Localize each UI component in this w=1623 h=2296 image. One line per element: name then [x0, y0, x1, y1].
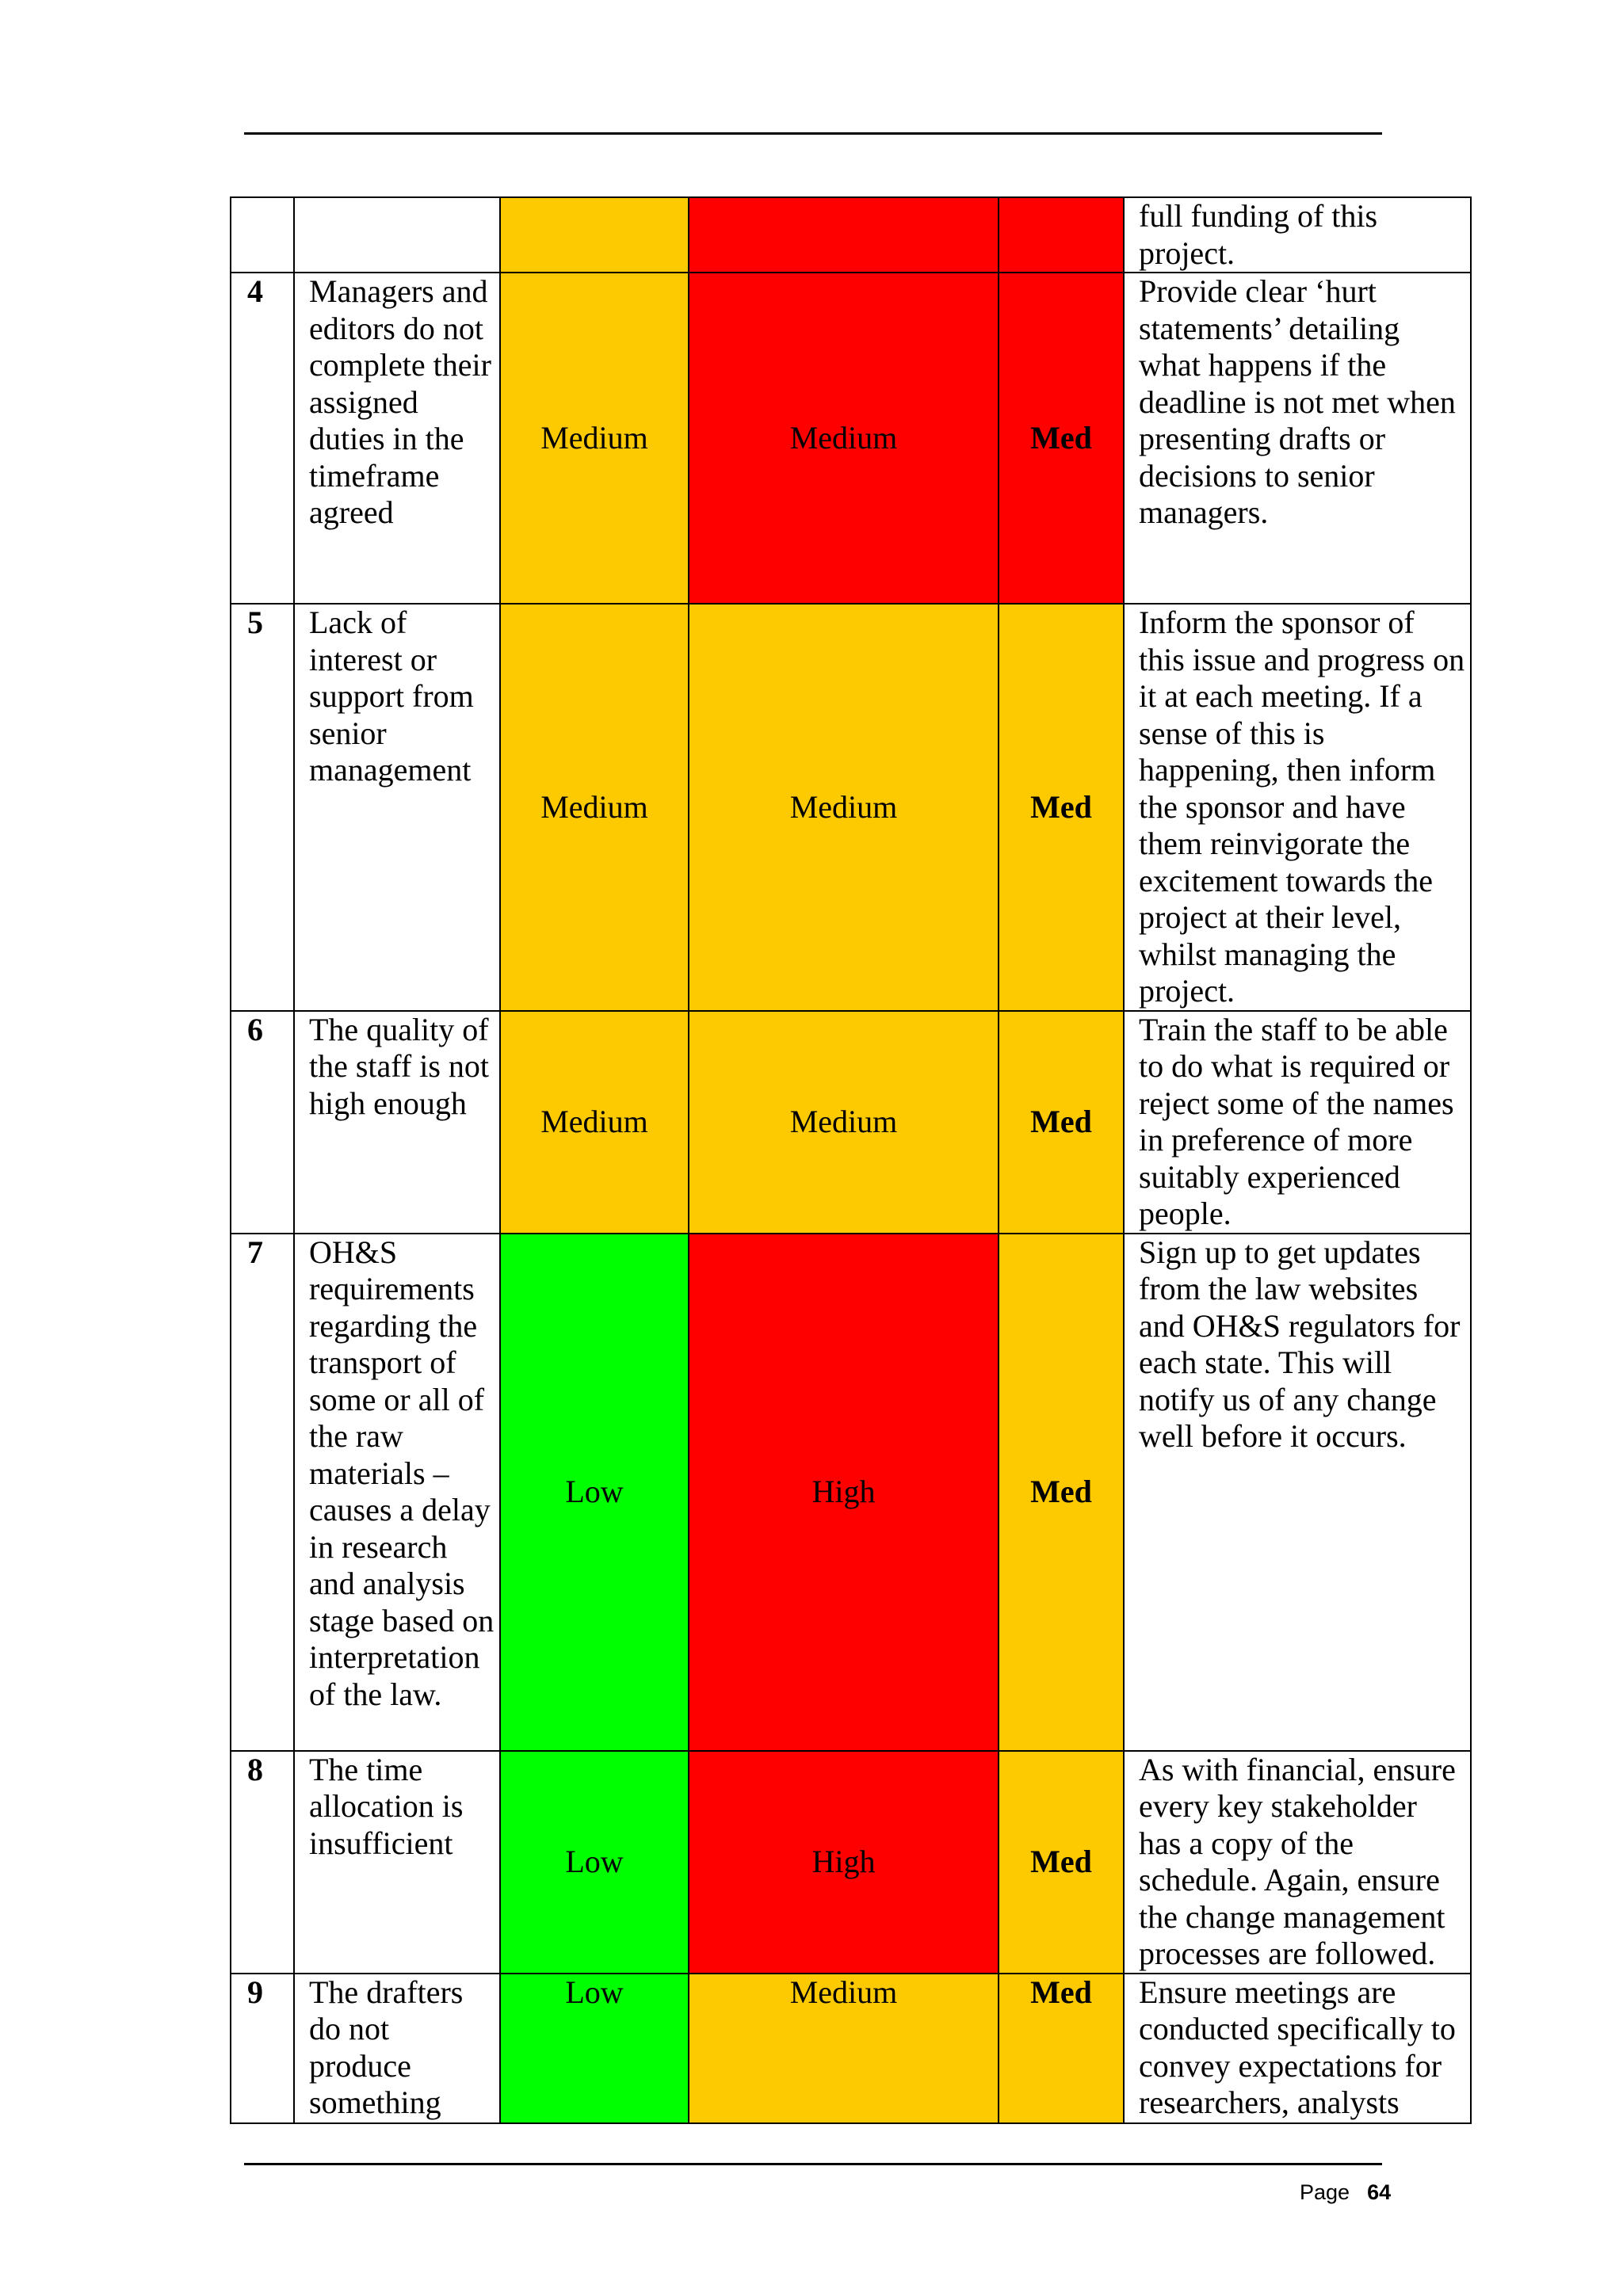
overall-rating-cell: Med [999, 273, 1124, 604]
risk-number-cell: 5 [231, 604, 294, 1011]
risk-number-cell: 9 [231, 1974, 294, 2123]
mitigation-strategy-cell: full funding of this project. [1124, 197, 1471, 273]
mitigation-strategy-cell: Provide clear ‘hurt statements’ detailing what happens if the deadline is not met when presenting drafts or decisions to senior managers. [1124, 273, 1471, 604]
risk-table-body [231, 197, 1471, 2123]
risk-number-cell: 6 [231, 1011, 294, 1234]
overall-rating-cell [999, 197, 1124, 273]
footer-rule [244, 2163, 1382, 2165]
risk-number-cell: 7 [231, 1234, 294, 1751]
header-rule [244, 132, 1382, 135]
likelihood-cell: Medium [500, 1011, 689, 1234]
table-row [231, 1011, 1471, 1234]
page-footer [1300, 2180, 1391, 2205]
risk-description-cell: The time allocation is insufficient [294, 1751, 500, 1974]
mitigation-strategy-cell: Ensure meetings are conducted specifically to convey expectations for researchers, analysts [1124, 1974, 1471, 2123]
risk-description-cell: Lack of interest or support from senior management [294, 604, 500, 1011]
likelihood-cell: Low [500, 1751, 689, 1974]
mitigation-strategy-cell: Sign up to get updates from the law websites and OH&S regulators for each state. This will notify us of any change well before it occurs. [1124, 1234, 1471, 1751]
mitigation-strategy-cell: As with financial, ensure every key stakeholder has a copy of the schedule. Again, ensure the change management processes are followed. [1124, 1751, 1471, 1974]
likelihood-cell: Low [500, 1974, 689, 2123]
overall-rating-cell: Med [999, 1974, 1124, 2123]
risk-number-cell: 4 [231, 273, 294, 604]
impact-cell [689, 197, 999, 273]
risk-description-cell: The quality of the staff is not high enough [294, 1011, 500, 1234]
impact-cell: Medium [689, 1974, 999, 2123]
page-label: Page [1300, 2180, 1350, 2204]
impact-cell: High [689, 1751, 999, 1974]
impact-cell: Medium [689, 604, 999, 1011]
overall-rating-cell: Med [999, 1011, 1124, 1234]
risk-description-cell [294, 197, 500, 273]
table-row [231, 1751, 1471, 1974]
likelihood-cell: Medium [500, 273, 689, 604]
mitigation-strategy-cell: Inform the sponsor of this issue and progress on it at each meeting. If a sense of this is happening, then inform the sponsor and have them reinvigorate the excitement towards the project at their level, whilst managing the project. [1124, 604, 1471, 1011]
overall-rating-cell: Med [999, 1234, 1124, 1751]
risk-number-cell [231, 197, 294, 273]
risk-description-cell: Managers and editors do not complete their assigned duties in the timeframe agreed [294, 273, 500, 604]
page-number: 64 [1367, 2180, 1392, 2204]
risk-description-cell: The drafters do not produce something [294, 1974, 500, 2123]
impact-cell: Medium [689, 1011, 999, 1234]
impact-cell: Medium [689, 273, 999, 604]
risk-number-cell: 8 [231, 1751, 294, 1974]
table-row [231, 273, 1471, 604]
risk-table [230, 196, 1472, 2124]
table-row [231, 197, 1471, 273]
impact-cell: High [689, 1234, 999, 1751]
likelihood-cell: Medium [500, 604, 689, 1011]
likelihood-cell [500, 197, 689, 273]
likelihood-cell: Low [500, 1234, 689, 1751]
table-row [231, 1234, 1471, 1751]
mitigation-strategy-cell: Train the staff to be able to do what is required or reject some of the names in preference of more suitably experienced people. [1124, 1011, 1471, 1234]
table-row [231, 604, 1471, 1011]
risk-description-cell: OH&S requirements regarding the transport of some or all of the raw materials – causes a delay in research and analysis stage based on interpretation of the law. [294, 1234, 500, 1751]
table-row [231, 1974, 1471, 2123]
overall-rating-cell: Med [999, 604, 1124, 1011]
overall-rating-cell: Med [999, 1751, 1124, 1974]
